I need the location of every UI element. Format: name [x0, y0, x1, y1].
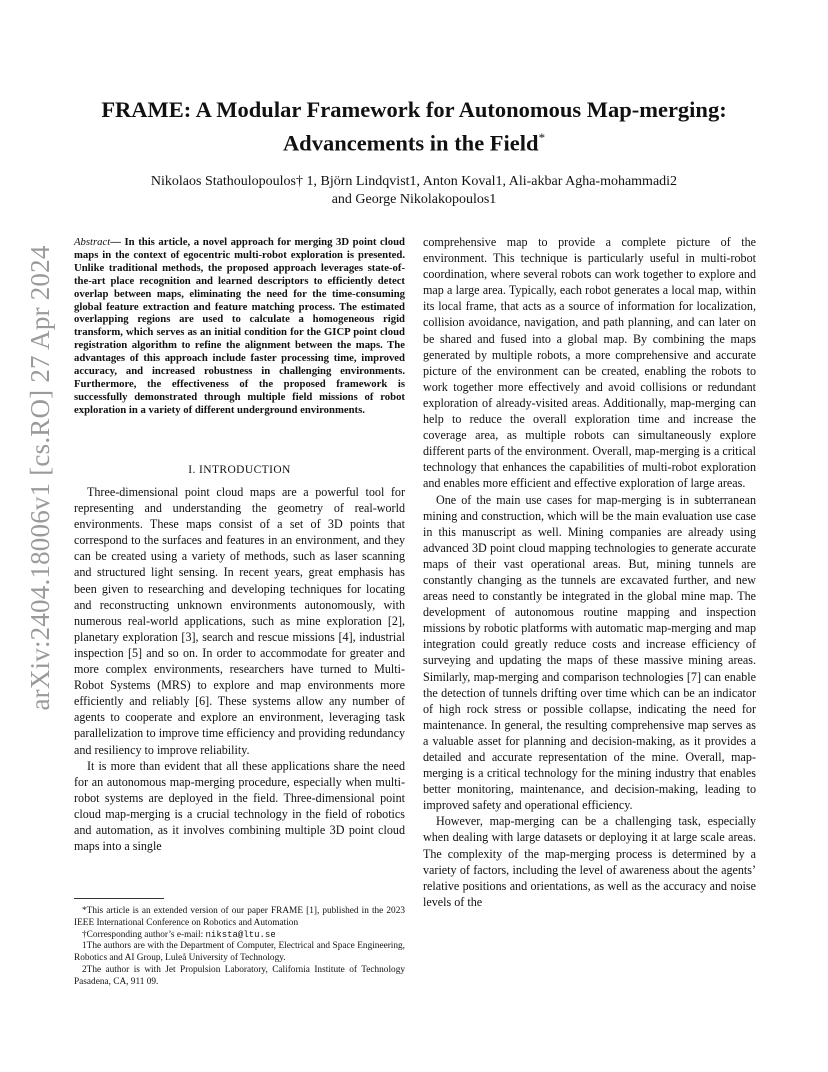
title-line-2: [70, 124, 758, 158]
intro-paragraph-3: comprehensive map to provide a complete picture of the environment. This technique is particularly useful in multi-robot coordination, where several robots can work together to explore and map a large area. Typically, each robot generates a local map, within its local frame, that acts as a source of information for localization, collision avoidance, navigation, and path planning, and can later on be shared and fused into a global map. By combining the maps generated by multiple robots, a more comprehensive and accurate picture of the environment can be created, enabling the robots to work together more effectively and avoid collisions or redundant exploration of already-visited areas. Additionally, map-merging can help to reduce the overall exploration time and increase the coverage area, as multiple robots can simultaneously explore different parts of the environment. Overall, map-merging is a critical technology that enhances the capabilities of multi-robot exploration and enables more efficient and effective exploration of large areas.: [423, 235, 756, 491]
footnote-affiliation-2: 2The author is with Jet Propulsion Laboratory, California Institute of Technology Pasadena, CA, 911 09.: [74, 964, 405, 987]
footnote-affiliation-1: 1The authors are with the Department of Computer, Electrical and Space Engineering, Robotics and AI Group, Luleå University of Technology.: [74, 941, 405, 964]
abstract-body: — In this article, a novel approach for merging 3D point cloud maps in the context of egocentric multi-robot exploration is presented. Unlike traditional methods, the proposed approach leverages state-of-the-art place recognition and learned descriptors to efficiently detect overlap between maps, eliminating the need for the time-consuming global feature extraction and feature matching process. The estimated overlapping regions are used to calculate a homogeneous rigid transform, which serves as an initial condition for the GICP point cloud registration algorithm to refine the alignment between the maps. The advantages of this approach include faster processing time, improved accuracy, and increased robustness in challenging environments. Furthermore, the effectiveness of the proposed framework is successfully demonstrated through multiple field missions of robot exploration in a variety of different underground environments.: [74, 236, 405, 416]
intro-paragraph-5: However, map-merging can be a challenging task, especially when dealing with large datasets or deploying it at large scale areas. The complexity of the map-merging process is determined by a variety of factors, including the level of awareness about the agents’ relative positions and orientations, as well as the accuracy and noise levels of the: [423, 814, 756, 909]
authors-line-2: and George Nikolakopoulos1: [331, 192, 497, 207]
footnote-divider: [74, 898, 164, 899]
intro-paragraph-4: One of the main use cases for map-merging is in subterranean mining and construction, which will be the main evaluation use case in this manuscript as well. Mining companies are already using advanced 3D point cloud mapping technologies to generate accurate maps of their vast operational areas. But, mining tunnels are constantly changing as the tunnels are excavated further, and new areas need to constantly be integrated in the global mine map. The development of autonomous routine mapping and inspection missions by robotic platforms with automatic map-merging and map integration could greatly reduce costs and increase efficiency of surveying and updating the maps of these massive mining areas. Similarly, map-merging and comparison technologies [7] can enable the detection of tunnels drifting over time which can be an indicator of high rock stress or possible collapse, indicating the need for maintenance. In general, the resulting comprehensive map serves as a valuable asset for planning and decision-making, as it provides a detailed and accurate representation of the mine. Overall, map-merging is a critical technology for the mining industry that enables better monitoring, maintenance, and decision-making, leading to improved safety and operational efficiency.: [423, 492, 756, 813]
title-line-2-text: Advancements in the Field: [282, 130, 539, 156]
paper-title: [70, 96, 758, 158]
left-column-body: [74, 484, 405, 854]
abstract: [74, 236, 405, 417]
section-heading-introduction: I. INTRODUCTION: [188, 464, 291, 476]
footnote-corresponding-text: †Corresponding author’s e-mail:: [82, 929, 206, 940]
corresponding-email: niksta@ltu.se: [205, 929, 276, 940]
author-list: [70, 173, 758, 209]
abstract-label: Abstract: [74, 236, 111, 248]
right-column-body: [423, 234, 756, 910]
authors-line-1: Nikolaos Stathoulopoulos† 1, Björn Lindqvist1, Anton Koval1, Ali-akbar Agha-mohammadi2: [150, 174, 678, 189]
footnote-extended-version: *This article is an extended version of our paper FRAME [1], published in the 2023 IEEE International Conference on Robotics and Automation: [74, 906, 405, 928]
intro-paragraph-1: Three-dimensional point cloud maps are a powerful tool for representing and understanding the geometry of real-world environments. These maps consist of a set of 3D points that correspond to the surfaces and features in an environment, and they can be created using a variety of methods, such as laser scanning and structured light sensing. In recent years, great emphasis has been given to researching and developing techniques for locating and reconstructing unknown environments autonomously, with numerous real-world applications, such as mine exploration [2], planetary exploration [3], search and rescue missions [4], industrial inspection [5] and so on. In order to accommodate for greater and more complex environments, researchers have turned to Multi-Robot Systems (MRS) to explore and map environments more efficiently and reliably [6]. These systems allow any number of agents to cooperate and explore an environment, leveraging task parallelization to improve time efficiency and providing redundancy and resiliency to improve reliability.: [74, 485, 405, 757]
arxiv-identifier-stamp: arXiv:2404.18006v1 [cs.RO] 27 Apr 2024: [25, 245, 55, 711]
footnotes: [74, 906, 405, 989]
title-footnote-mark: *: [538, 130, 546, 145]
footnote-corresponding-author: [74, 930, 405, 942]
title-line-1: FRAME: A Modular Framework for Autonomous Map-merging:: [101, 97, 727, 122]
intro-paragraph-2: It is more than evident that all these applications share the need for an autonomous map-merging procedure, especially when multi-robot systems are deployed in the field. Three-dimensional point cloud map-merging is a crucial technology in the field of robotics and automation, as it involves combining multiple 3D point cloud maps into a single: [74, 758, 405, 854]
